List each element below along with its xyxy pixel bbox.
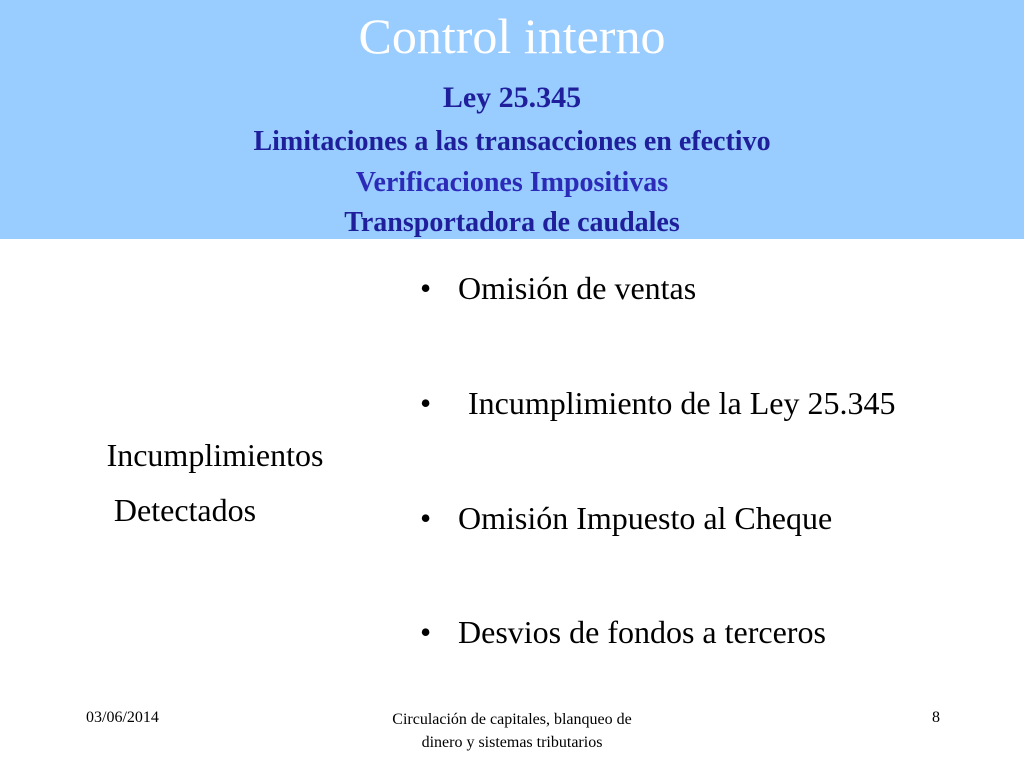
footer-date: 03/06/2014 [86,709,159,726]
subtitle-law: Ley 25.345 [442,81,582,114]
page-number: 8 [932,709,940,726]
subtitle-tax-verifications: Verificaciones Impositivas [355,167,669,198]
left-label-line1: Incumplimientos [106,437,324,473]
bullet-icon: • [420,385,432,421]
bullet-text: Desvios de fondos a terceros [458,614,826,650]
bullet-icon: • [420,270,432,306]
bullet-icon: • [420,614,432,650]
title-banner [0,0,1024,239]
left-label-line2: Detectados [113,492,257,528]
bullet-text: Omisión Impuesto al Cheque [458,500,833,536]
footer-caption-line2: dinero y sistemas tributarios [421,734,603,751]
subtitle-cash-limits: Limitaciones a las transacciones en efectivo [253,126,771,157]
bullet-text: Omisión de ventas [458,270,697,306]
slide-title: Control interno [358,8,666,64]
bullet-icon: • [420,500,432,536]
footer-caption-line1: Circulación de capitales, blanqueo de [392,711,632,728]
footer-caption [332,708,692,754]
bullet-text: Incumplimiento de la Ley 25.345 [468,385,896,421]
subtitle-cash-transport: Transportadora de caudales [344,207,680,238]
